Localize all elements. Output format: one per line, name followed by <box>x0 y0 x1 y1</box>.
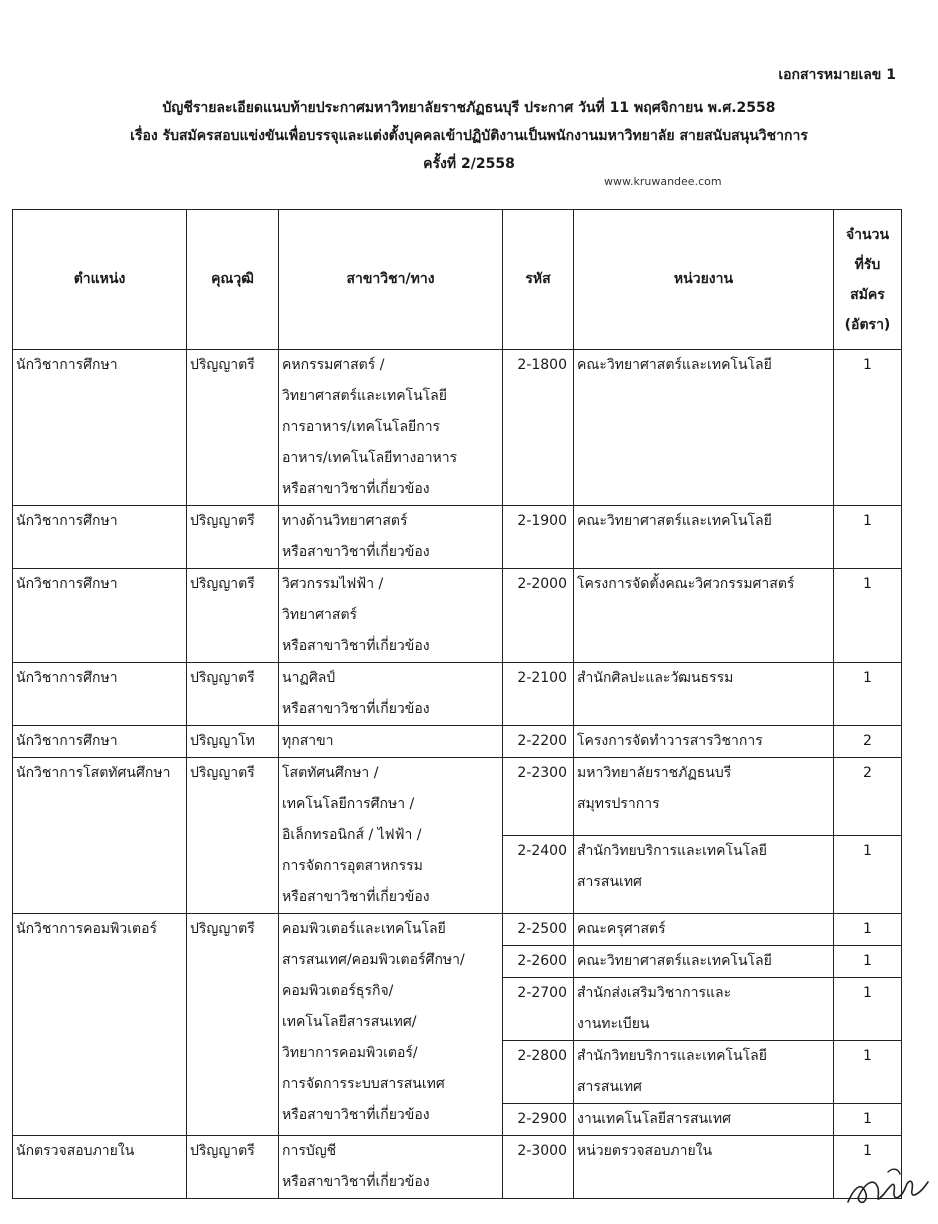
cell-code: 2-2100 <box>503 663 574 726</box>
unit-line: งานทะเบียน <box>577 1016 650 1032</box>
major-line: อาหาร/เทคโนโลยีทางอาหาร <box>282 450 458 466</box>
positions-table <box>12 209 902 1199</box>
cell-unit <box>574 836 834 914</box>
cell-count: 1 <box>834 836 902 914</box>
cell-unit <box>574 914 834 946</box>
cell-count: 1 <box>834 350 902 506</box>
major-line: คอมพิวเตอร์ธุรกิจ/ <box>282 983 394 999</box>
cell-unit <box>574 1041 834 1104</box>
unit-line: คณะครุศาสตร์ <box>577 921 666 937</box>
major-line: การจัดการอุตสาหกรรม <box>282 858 423 874</box>
cell-unit <box>574 569 834 663</box>
cell-count: 1 <box>834 663 902 726</box>
cell-unit <box>574 946 834 978</box>
unit-line: หน่วยตรวจสอบภายใน <box>577 1143 713 1159</box>
cell-major <box>279 506 503 569</box>
cell-count: 1 <box>834 978 902 1041</box>
cell-major <box>279 914 503 1136</box>
header-count-line: ที่รับ <box>854 256 881 273</box>
major-line: หรือสาขาวิชาที่เกี่ยวข้อง <box>282 1174 430 1190</box>
unit-line: โครงการจัดตั้งคณะวิศวกรรมศาสตร์ <box>577 576 795 592</box>
header-unit: หน่วยงาน <box>574 210 834 350</box>
major-line: โสตทัศนศึกษา / <box>282 765 379 781</box>
cell-position: นักตรวจสอบภายใน <box>13 1136 187 1199</box>
cell-count: 1 <box>834 914 902 946</box>
major-line: การอาหาร/เทคโนโลยีการ <box>282 419 441 435</box>
table-row <box>13 1136 902 1199</box>
cell-count: 1 <box>834 1104 902 1136</box>
cell-code: 2-3000 <box>503 1136 574 1199</box>
unit-line: คณะวิทยาศาสตร์และเทคโนโลยี <box>577 357 772 373</box>
cell-degree: ปริญญาตรี <box>187 569 279 663</box>
table-row <box>13 350 902 506</box>
cell-major <box>279 663 503 726</box>
major-line: วิศวกรรมไฟฟ้า / <box>282 576 384 592</box>
cell-position: นักวิชาการศึกษา <box>13 726 187 758</box>
major-line: เทคโนโลยีสารสนเทศ/ <box>282 1014 417 1030</box>
document-number: เอกสารหมายเลข 1 <box>778 67 896 83</box>
unit-line: มหาวิทยาลัยราชภัฏธนบรี <box>577 765 732 781</box>
cell-code: 2-2400 <box>503 836 574 914</box>
cell-count: 2 <box>834 726 902 758</box>
cell-code: 2-2300 <box>503 758 574 836</box>
table-row <box>13 663 902 726</box>
cell-unit <box>574 1136 834 1199</box>
unit-line: สารสนเทศ <box>577 1079 642 1095</box>
major-line: วิทยาศาสตร์และเทคโนโลยี <box>282 388 447 404</box>
table-body <box>13 350 902 1199</box>
unit-line: โครงการจัดทำวารสารวิชาการ <box>577 733 763 749</box>
cell-degree: ปริญญาตรี <box>187 1136 279 1199</box>
cell-unit <box>574 350 834 506</box>
cell-position: นักวิชาการศึกษา <box>13 506 187 569</box>
header-count-line: จำนวน <box>845 226 890 243</box>
header-count <box>834 210 902 350</box>
major-line: หรือสาขาวิชาที่เกี่ยวข้อง <box>282 544 430 560</box>
unit-line: สำนักวิทยบริการและเทคโนโลยี <box>577 843 767 859</box>
unit-line: สำนักส่งเสริมวิชาการและ <box>577 985 732 1001</box>
cell-degree: ปริญญาตรี <box>187 663 279 726</box>
header-count-line: (อัตรา) <box>844 316 891 333</box>
major-line: ทางด้านวิทยาศาสตร์ <box>282 513 408 529</box>
cell-unit <box>574 978 834 1041</box>
document-header <box>0 94 938 178</box>
cell-count: 1 <box>834 946 902 978</box>
table-row <box>13 914 902 946</box>
table-row <box>13 506 902 569</box>
major-line: คอมพิวเตอร์และเทคโนโลยี <box>282 921 446 937</box>
header-count-line: สมัคร <box>850 286 885 303</box>
major-line: วิทยาศาสตร์ <box>282 607 358 623</box>
major-line: หรือสาขาวิชาที่เกี่ยวข้อง <box>282 701 430 717</box>
unit-line: สารสนเทศ <box>577 874 642 890</box>
major-line: สารสนเทศ/คอมพิวเตอร์ศึกษา/ <box>282 952 465 968</box>
cell-degree: ปริญญาตรี <box>187 350 279 506</box>
cell-major <box>279 350 503 506</box>
cell-position: นักวิชาการศึกษา <box>13 569 187 663</box>
header-position: ตำแหน่ง <box>13 210 187 350</box>
header-line-3: ครั้งที่ 2/2558 <box>423 156 515 172</box>
table-row <box>13 569 902 663</box>
cell-unit <box>574 726 834 758</box>
cell-unit <box>574 663 834 726</box>
cell-position: นักวิชาการคอมพิวเตอร์ <box>13 914 187 1136</box>
cell-major <box>279 758 503 914</box>
major-line: การบัญชี <box>282 1143 337 1159</box>
header-degree: คุณวุฒิ <box>187 210 279 350</box>
cell-code: 2-1800 <box>503 350 574 506</box>
header-code: รหัส <box>503 210 574 350</box>
cell-degree: ปริญญาตรี <box>187 506 279 569</box>
unit-line: สำนักศิลปะและวัฒนธรรม <box>577 670 734 686</box>
cell-code: 2-2900 <box>503 1104 574 1136</box>
cell-code: 2-2000 <box>503 569 574 663</box>
header-line-1: บัญชีรายละเอียดแนบท้ายประกาศมหาวิทยาลัยราชภัฏธนบุรี ประกาศ วันที่ 11 พฤศจิกายน พ.ศ.2558 <box>162 100 776 116</box>
table-row <box>13 726 902 758</box>
cell-position: นักวิชาการศึกษา <box>13 663 187 726</box>
cell-code: 2-2500 <box>503 914 574 946</box>
cell-degree: ปริญญาโท <box>187 726 279 758</box>
cell-count: 1 <box>834 569 902 663</box>
major-line: คหกรรมศาสตร์ / <box>282 357 385 373</box>
cell-unit <box>574 758 834 836</box>
table-header-row <box>13 210 902 350</box>
cell-degree: ปริญญาตรี <box>187 914 279 1136</box>
major-line: ทุกสาขา <box>282 733 334 749</box>
major-line: หรือสาขาวิชาที่เกี่ยวข้อง <box>282 1107 430 1123</box>
cell-degree: ปริญญาตรี <box>187 758 279 914</box>
cell-count: 2 <box>834 758 902 836</box>
major-line: หรือสาขาวิชาที่เกี่ยวข้อง <box>282 481 430 497</box>
cell-unit <box>574 1104 834 1136</box>
cell-code: 2-1900 <box>503 506 574 569</box>
major-line: หรือสาขาวิชาที่เกี่ยวข้อง <box>282 638 430 654</box>
cell-position: นักวิชาการศึกษา <box>13 350 187 506</box>
cell-count: 1 <box>834 1136 902 1199</box>
major-line: หรือสาขาวิชาที่เกี่ยวข้อง <box>282 889 430 905</box>
unit-line: งานเทคโนโลยีสารสนเทศ <box>577 1111 731 1127</box>
major-line: วิทยาการคอมพิวเตอร์/ <box>282 1045 418 1061</box>
cell-major <box>279 726 503 758</box>
cell-position: นักวิชาการโสตทัศนศึกษา <box>13 758 187 914</box>
cell-major <box>279 569 503 663</box>
cell-code: 2-2700 <box>503 978 574 1041</box>
header-line-2: เรื่อง รับสมัครสอบแข่งขันเพื่อบรรจุและแต่งตั้งบุคคลเข้าปฏิบัติงานเป็นพนักงานมหาวิทยาลัย สายสนับสนุนวิชาการ <box>130 128 808 144</box>
unit-line: คณะวิทยาศาสตร์และเทคโนโลยี <box>577 953 772 969</box>
cell-code: 2-2800 <box>503 1041 574 1104</box>
cell-count: 1 <box>834 506 902 569</box>
table-row <box>13 758 902 836</box>
major-line: อิเล็กทรอนิกส์ / ไฟฟ้า / <box>282 827 422 843</box>
handwritten-signature <box>844 1158 932 1212</box>
major-line: การจัดการระบบสารสนเทศ <box>282 1076 445 1092</box>
cell-code: 2-2600 <box>503 946 574 978</box>
cell-count: 1 <box>834 1041 902 1104</box>
unit-line: สำนักวิทยบริการและเทคโนโลยี <box>577 1048 767 1064</box>
unit-line: สมุทรปราการ <box>577 796 660 812</box>
major-line: เทคโนโลยีการศึกษา / <box>282 796 415 812</box>
cell-unit <box>574 506 834 569</box>
cell-code: 2-2200 <box>503 726 574 758</box>
unit-line: คณะวิทยาศาสตร์และเทคโนโลยี <box>577 513 772 529</box>
website-watermark: www.kruwandee.com <box>604 175 722 188</box>
major-line: นาฏศิลป์ <box>282 670 336 686</box>
cell-major <box>279 1136 503 1199</box>
header-major: สาขาวิชา/ทาง <box>279 210 503 350</box>
